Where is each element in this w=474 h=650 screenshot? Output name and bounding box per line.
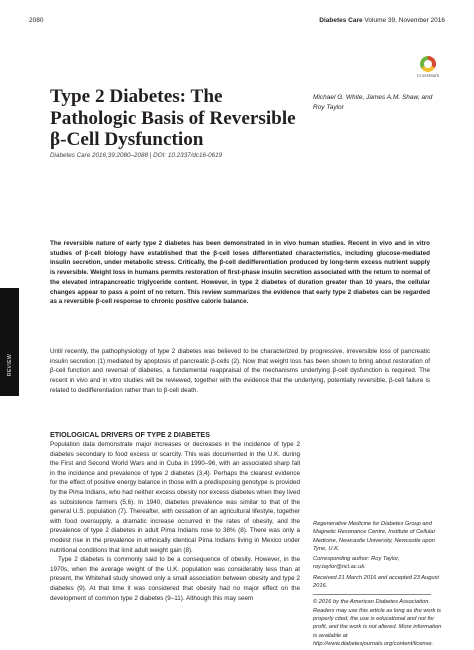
copyright-notice: © 2016 by the American Diabetes Association. Readers may use this article as long as the work is properly cited, the use is educational and not for profit, and the work is not altered. More information is available at http://www.diabetesjournals.org/content/license. xyxy=(313,599,442,647)
abstract: The reversible nature of early type 2 diabetes has been demonstrated in in vivo human studies. Recent in vivo and in vitro studies of β-cell biology have established that the β-cell loses differentiated characteristics, including glucose-mediated insulin secretion, under metabolic stress. Critically, the β-cell dedifferentiation produced by long-term excess nutrient supply is reversible. Weight loss in humans permits restoration of first-phase insulin secretion associated with the return to normal of the elevated intrapancreatic triglyceride content. However, in type 2 diabetes of duration greater than 10 years, the cellular changes appear to pass a point of no return. This review summarizes the evidence that early type 2 diabetes can be regarded as a reversible β-cell response to chronic positive calorie balance. xyxy=(50,240,430,306)
crossmark-icon xyxy=(420,56,436,72)
review-side-label: REVIEW xyxy=(7,353,13,377)
crossmark-badge[interactable] xyxy=(414,56,442,78)
article-authors: Michael G. White, James A.M. Shaw, and Roy Taylor xyxy=(313,94,433,111)
affiliation-block xyxy=(313,520,443,650)
crossmark-label: CrossMark xyxy=(416,73,440,78)
journal-issue: Volume 39, November 2016 xyxy=(364,17,445,24)
section-heading: ETIOLOGICAL DRIVERS OF TYPE 2 DIABETES xyxy=(50,430,211,439)
affiliation-institution: Regenerative Medicine for Diabetes Group and Magnetic Resonance Centre, Institute of Cellular Medicine, Newcastle University, Newcastle upon Tyne, U.K. xyxy=(313,521,436,552)
journal-header xyxy=(319,17,445,24)
affiliation-divider xyxy=(313,594,431,595)
body-paragraph-2: Type 2 diabetes is commonly said to be a consequence of obesity. However, in the 1970s, when the average weight of the U.K. population was considerably less than at present, the Whitehall study showed only a small association between obesity and type 2 diabetes (9). At that time it was considered that obesity had no major effect on the development of common type 2 diabetes (9–11). Although this may seem xyxy=(50,556,300,602)
received-dates: Received 21 March 2016 and accepted 23 August 2016. xyxy=(313,574,439,590)
page-number: 2080 xyxy=(29,17,44,24)
body-paragraph-1: Population data demonstrate major increases or decreases in the incidence of type 2 diabetes secondary to food excess or scarcity. This was documented in the U.K. during the First and Second World Wars and in Cuba in 1990–96, with an associated sharp fall in the incidence and prevalence of type 2 diabetes (3,4). Perhaps the clearest evidence for the effect of positive energy balance in those with a predisposing genotype is provided by the Pima Indians, who had neither excess obesity nor excess diabetes when they lived as subsistence farmers (5,6). In 1940, diabetes prevalence was similar to that of the general U.S. population (7). Thereafter, with cessation of an agricultural lifestyle, together with food oversupply, a dramatic increase occurred in the rates of obesity, and the prevalence of type 2 diabetes in adult Pima Indians rose to 38% (8). There was only a modest rise in the prevalence in ethnically identical Pima Indians living in Mexico under nutritional conditions that limit adult weight gain (8). xyxy=(50,441,300,554)
article-citation: Diabetes Care 2016;39:2080–2088 | DOI: 10.2337/dc16-0619 xyxy=(50,152,223,159)
article-title: Type 2 Diabetes: The Pathologic Basis of Reversible β-Cell Dysfunction xyxy=(50,86,296,150)
section-body xyxy=(50,440,300,603)
introduction-paragraph: Until recently, the pathophysiology of type 2 diabetes was believed to be characterized by progressive, irreversible loss of pancreatic insulin secretion (1) mediated by apoptosis of pancreatic β-cells (2). Now that weight loss has been shown to bring about restoration of β-cell function and reversal of diabetes, a fundamental reappraisal of the mechanisms underlying β-cell dysfunction is required. The recent in vivo and in vitro studies will be reviewed, together with the evidence that the underlying, potentially reversible, β-cell failure is related to dedifferentiation rather than to β-cell death. xyxy=(50,348,430,394)
journal-name: Diabetes Care xyxy=(319,17,363,24)
correspondence: Corresponding author: Roy Taylor, roy.taylor@ncl.ac.uk. xyxy=(313,556,400,571)
